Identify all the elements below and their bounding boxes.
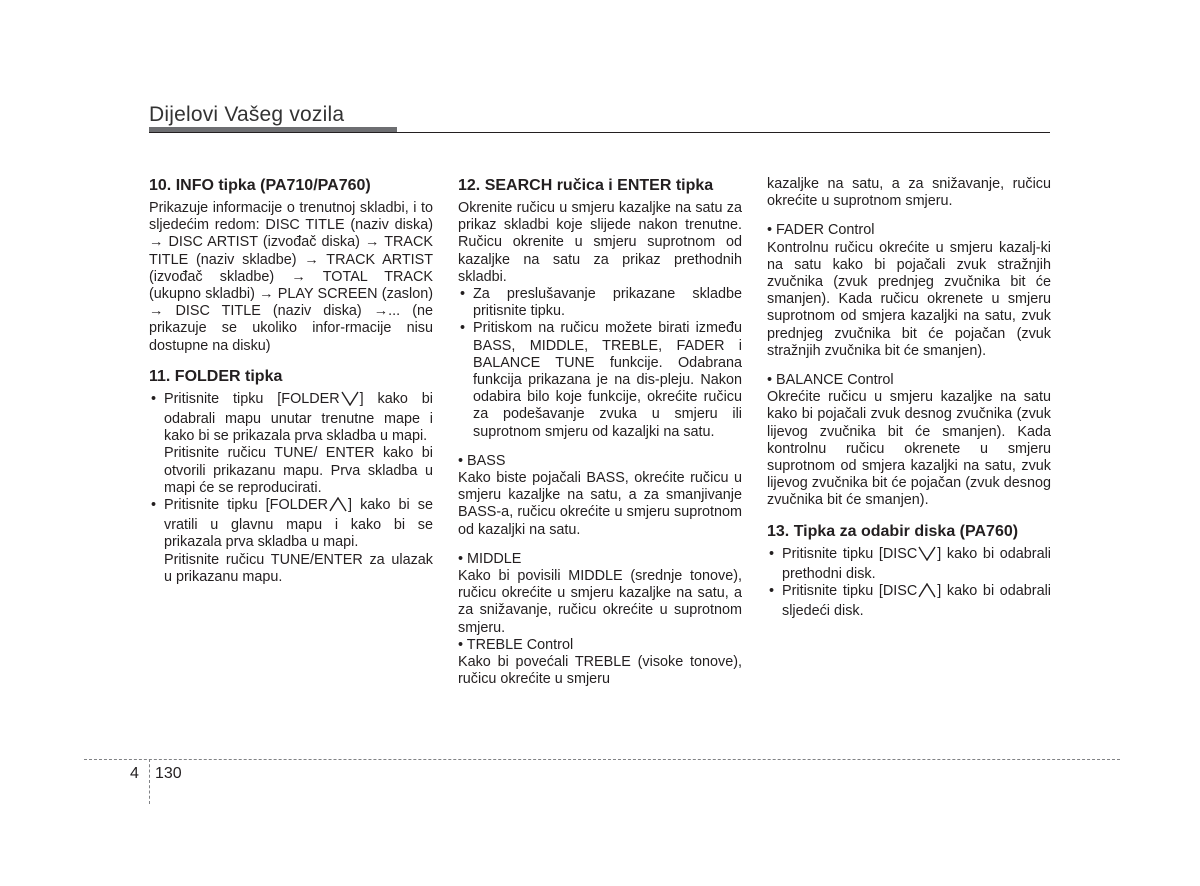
page-header-title: Dijelovi Vašeg vozila bbox=[149, 103, 345, 126]
section-13-bullet-1 bbox=[767, 546, 1051, 583]
middle-label: • MIDDLE bbox=[458, 550, 522, 567]
middle-text: Kako bi povisili MIDDLE (srednje tonove), ručicu okrećite u smjeru kazaljke na satu, a za snižavanje, ručicu okrećite u suprotnom smjeru. bbox=[458, 568, 742, 636]
bullet-text: Pritisnite tipku [DISC bbox=[782, 583, 918, 600]
section-13-title: 13. Tipka za odabir diska (PA760) bbox=[767, 522, 1019, 540]
chevron-up-icon bbox=[918, 583, 936, 603]
bullet-text: Pritisnite tipku [FOLDER bbox=[164, 390, 340, 407]
chevron-down-icon bbox=[341, 391, 359, 411]
section-13-bullet-2 bbox=[767, 583, 1051, 620]
section-12-bullet-2: • Pritiskom na ručicu možete birati između BASS, MIDDLE, TREBLE, FADER i BALANCE TUNE funkcije. Odabrana funkcija prikazana je na dis-pleju. Nakon odabira bilo koje funkcije, okrećite ručicu za podešavanje zvuka u smjeru ili suprotnom smjeru od kazaljki na satu. bbox=[458, 320, 742, 440]
treble-text: Kako bi povećali TREBLE (visoke tonove), ručicu okrećite u smjeru bbox=[458, 654, 742, 688]
section-11-bullet-1-continuation: Pritisnite ručicu TUNE/ ENTER kako bi otvorili prikazanu mapu. Prva skladba u mapi će se reproducirati. bbox=[164, 445, 433, 496]
section-12-text: Okrenite ručicu u smjeru kazaljke na satu za prikaz skladbi koje slijede nakon trenutne. Ručicu okrenite u smjeru suprotnom od kazaljke na satu za prikaz prethodnih skladbi. bbox=[458, 200, 742, 285]
bullet-text: ] kako bi odabrali mapu unutar trenutne mape i kako bi se prikazala prva skladba u mapi. bbox=[164, 390, 433, 445]
column-3 bbox=[767, 176, 1051, 620]
section-11-bullet-1 bbox=[149, 391, 433, 446]
section-11-bullet-2 bbox=[149, 497, 433, 552]
fader-text: Kontrolnu ručicu okrećite u smjeru kazalj-ki na satu kako bi pojačali zvuk stražnjih zvučnika (zvuk prednjeg zvučnika bit će smanjen). Kada ručicu okrenete u smjeru suprotnom od smjera kazaljki na satu, zvuk prednjeg zvučnika bit će pojačan (zvuk stražnjih zvučnika bit će smanjen). bbox=[767, 239, 1051, 359]
section-12-title: 12. SEARCH ručica i ENTER tipka bbox=[458, 177, 714, 194]
section-11-title: 11. FOLDER tipka bbox=[149, 367, 283, 385]
bullet-text: ] kako bi odabrali sljedeći disk. bbox=[782, 583, 1051, 620]
bass-label: • BASS bbox=[458, 452, 506, 469]
bullet-text: ] kako bi se vratili u glavnu mapu i kako bi se prikazala prva skladba u mapi. bbox=[164, 497, 433, 551]
chevron-down-icon bbox=[918, 546, 936, 566]
bass-text: Kako biste pojačali BASS, okrećite ručicu u smjeru kazaljke na satu, a za smanjivanje BASS-a, ručicu okrećite u smjeru suprotnom od kazaljki na satu. bbox=[458, 470, 742, 538]
section-10-text: Prikazuje informacije o trenutnoj skladbi, i to sljedećim redom: DISC TITLE (naziv diska) → DISC ARTIST (izvođač diska) → TRACK TITLE (naziv skladbe) → TRACK ARTIST (izvođač skladbe) → TOTAL TRACK (ukupno skladbi) → PLAY SCREEN (zaslon) → DISC TITLE (naziv diska) →... (ne prikazuje se ukoliko infor-rmacije nisu dostupne na disku) bbox=[149, 200, 433, 354]
footer-dashed-rule bbox=[84, 759, 1120, 760]
section-11-bullet-2-continuation: Pritisnite ručicu TUNE/ENTER za ulazak u prikazanu mapu. bbox=[164, 551, 433, 585]
fader-label: • FADER Control bbox=[767, 222, 875, 239]
balance-text: Okrećite ručicu u smjeru kazaljke na satu kako bi pojačali zvuk desnog zvučnika (zvuk lijevog zvučnika bit će smanjen). Kada kontrolnu ručicu okrenete u smjeru suprotnom od smjera kazaljki na satu, zvuk lijevog zvučnika bit će pojačan (zvuk desnog zvučnika bit će smanjen). bbox=[767, 389, 1051, 509]
bullet-text: ] kako bi odabrali prethodni disk. bbox=[782, 545, 1051, 582]
bullet-text: Pritisnite tipku [FOLDER bbox=[164, 497, 329, 514]
section-12-bullet-1: • Za preslušavanje prikazane skladbe pritisnite tipku. bbox=[458, 286, 742, 320]
balance-label: • BALANCE Control bbox=[767, 372, 894, 389]
footer-dashed-divider bbox=[149, 759, 150, 804]
column-1 bbox=[149, 176, 433, 586]
chapter-number: 4 bbox=[130, 765, 139, 782]
chevron-up-icon bbox=[329, 497, 347, 517]
column-2 bbox=[458, 176, 742, 688]
treble-text-continuation: kazaljke na satu, a za snižavanje, ručicu okrećite u suprotnom smjeru. bbox=[767, 176, 1051, 210]
bullet-text: Pritisnite tipku [DISC bbox=[782, 545, 918, 562]
page-number: 130 bbox=[155, 765, 182, 782]
header-rule bbox=[149, 132, 1050, 133]
section-10-title: 10. INFO tipka (PA710/PA760) bbox=[149, 177, 371, 194]
treble-label: • TREBLE Control bbox=[458, 636, 574, 653]
